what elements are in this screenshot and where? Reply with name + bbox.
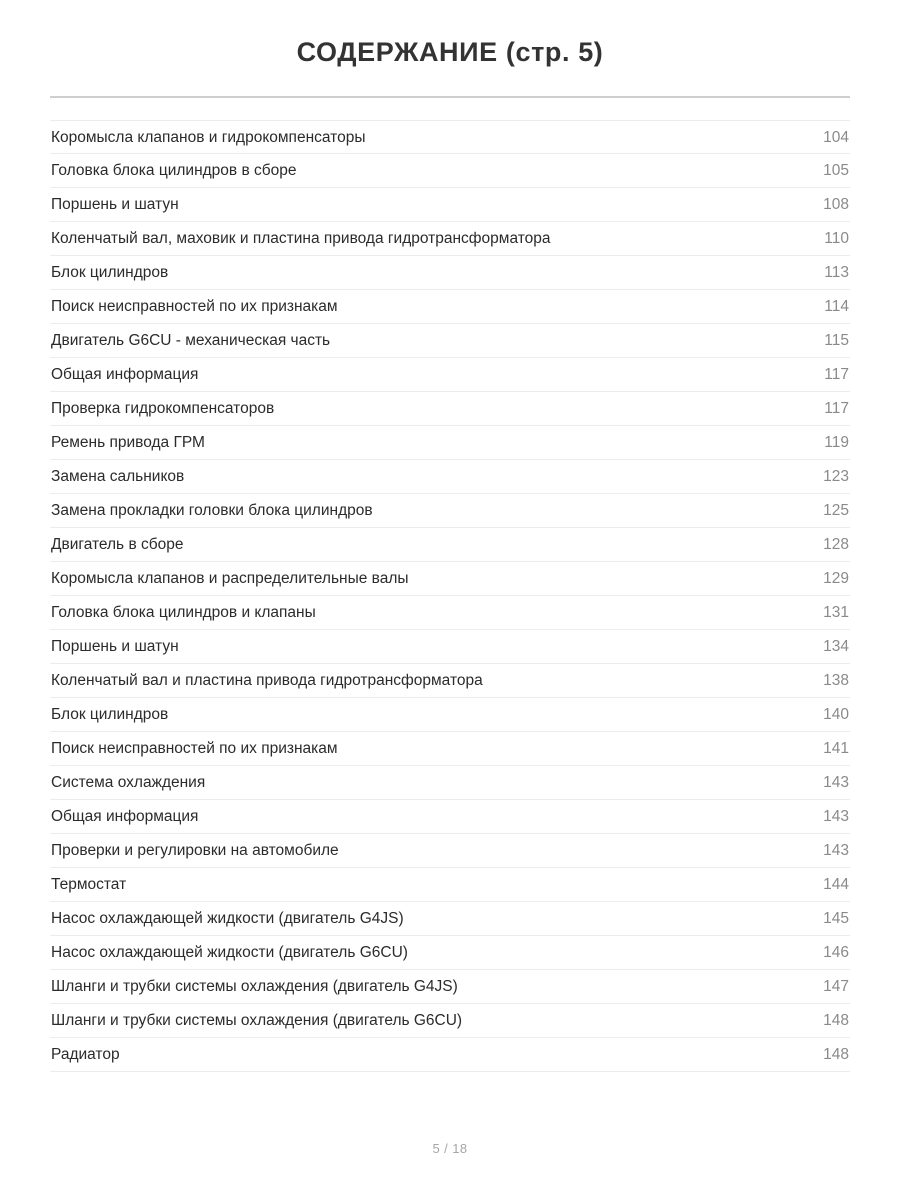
toc-entry[interactable] xyxy=(50,120,850,154)
toc-entry-page-number: 134 xyxy=(823,638,849,656)
toc-entry[interactable] xyxy=(50,698,850,732)
toc-entry-page-number: 119 xyxy=(824,434,849,452)
toc-entry-page-number: 140 xyxy=(823,706,849,724)
toc-entry-title: Коромысла клапанов и гидрокомпенсаторы xyxy=(51,129,366,147)
toc-entry-page-number: 131 xyxy=(823,604,849,622)
toc-entry-title: Ремень привода ГРМ xyxy=(51,434,205,452)
page-footer: 5 / 18 xyxy=(432,1141,468,1156)
toc-entry[interactable] xyxy=(50,188,850,222)
toc-entry-title: Двигатель в сборе xyxy=(51,536,184,554)
toc-entry-title: Система охлаждения xyxy=(51,774,206,792)
toc-entry-page-number: 144 xyxy=(823,876,849,894)
toc-entry-page-number: 141 xyxy=(823,740,849,758)
toc-entry-page-number: 113 xyxy=(824,264,849,282)
page-title: СОДЕРЖАНИЕ (стр. 5) xyxy=(296,37,604,67)
toc-entry-title: Проверка гидрокомпенсаторов xyxy=(51,400,275,418)
toc-entry[interactable] xyxy=(50,290,850,324)
toc-entry[interactable] xyxy=(50,324,850,358)
toc-entry-title: Поршень и шатун xyxy=(51,638,179,656)
toc-entry[interactable] xyxy=(50,664,850,698)
toc-entry-title: Поиск неисправностей по их признакам xyxy=(51,740,338,758)
toc-entry-page-number: 125 xyxy=(823,502,849,520)
toc-entry[interactable] xyxy=(50,358,850,392)
toc-entry-page-number: 114 xyxy=(824,298,849,316)
toc-entry[interactable] xyxy=(50,732,850,766)
toc-entry[interactable] xyxy=(50,222,850,256)
toc-entry-title: Общая информация xyxy=(51,366,199,384)
toc-entry-title: Насос охлаждающей жидкости (двигатель G4JS) xyxy=(51,910,404,928)
toc-entry[interactable] xyxy=(50,970,850,1004)
toc-entry-title: Замена сальников xyxy=(51,468,185,486)
toc-entry-title: Насос охлаждающей жидкости (двигатель G6CU) xyxy=(51,944,408,962)
toc-entry-title: Шланги и трубки системы охлаждения (двигатель G4JS) xyxy=(51,978,458,996)
toc-entry-page-number: 148 xyxy=(823,1012,849,1030)
toc-entry-title: Двигатель G6CU - механическая часть xyxy=(51,332,331,350)
toc-entry-page-number: 104 xyxy=(823,129,849,147)
toc-entry-page-number: 143 xyxy=(823,808,849,826)
toc-entry[interactable] xyxy=(50,426,850,460)
toc-entry-page-number: 108 xyxy=(823,196,849,214)
toc-entry-page-number: 145 xyxy=(823,910,849,928)
toc-entry[interactable] xyxy=(50,596,850,630)
toc-entry-title: Общая информация xyxy=(51,808,199,826)
toc-entry-page-number: 138 xyxy=(823,672,849,690)
toc-entry[interactable] xyxy=(50,834,850,868)
toc-entry-title: Головка блока цилиндров в сборе xyxy=(51,162,297,180)
toc-entry-page-number: 115 xyxy=(824,332,849,350)
toc-entry-title: Термостат xyxy=(51,876,127,894)
table-of-contents-list xyxy=(50,120,850,1072)
toc-entry-title: Радиатор xyxy=(51,1046,120,1064)
toc-entry-title: Замена прокладки головки блока цилиндров xyxy=(51,502,373,520)
toc-entry-page-number: 123 xyxy=(823,468,849,486)
toc-entry-page-number: 105 xyxy=(823,162,849,180)
toc-entry[interactable] xyxy=(50,392,850,426)
toc-entry-title: Коромысла клапанов и распределительные валы xyxy=(51,570,409,588)
toc-entry-title: Головка блока цилиндров и клапаны xyxy=(51,604,316,622)
title-divider xyxy=(50,96,850,98)
toc-entry[interactable] xyxy=(50,460,850,494)
toc-entry-title: Шланги и трубки системы охлаждения (двигатель G6CU) xyxy=(51,1012,463,1030)
toc-entry[interactable] xyxy=(50,902,850,936)
toc-entry-page-number: 117 xyxy=(824,366,849,384)
toc-entry[interactable] xyxy=(50,766,850,800)
toc-entry[interactable] xyxy=(50,528,850,562)
toc-entry[interactable] xyxy=(50,494,850,528)
toc-entry-page-number: 143 xyxy=(823,842,849,860)
toc-entry-title: Проверки и регулировки на автомобиле xyxy=(51,842,339,860)
toc-entry[interactable] xyxy=(50,256,850,290)
toc-entry-page-number: 148 xyxy=(823,1046,849,1064)
toc-entry[interactable] xyxy=(50,936,850,970)
toc-entry-page-number: 146 xyxy=(823,944,849,962)
toc-entry[interactable] xyxy=(50,1004,850,1038)
toc-entry-page-number: 117 xyxy=(824,400,849,418)
toc-entry-title: Блок цилиндров xyxy=(51,264,169,282)
toc-entry-title: Блок цилиндров xyxy=(51,706,169,724)
toc-entry-page-number: 147 xyxy=(823,978,849,996)
toc-entry-page-number: 143 xyxy=(823,774,849,792)
toc-entry-title: Поиск неисправностей по их признакам xyxy=(51,298,338,316)
toc-entry-title: Коленчатый вал, маховик и пластина привода гидротрансформатора xyxy=(51,230,551,248)
toc-entry[interactable] xyxy=(50,154,850,188)
toc-entry[interactable] xyxy=(50,630,850,664)
toc-entry-page-number: 110 xyxy=(824,230,849,248)
toc-entry-title: Поршень и шатун xyxy=(51,196,179,214)
toc-entry-page-number: 128 xyxy=(823,536,849,554)
toc-entry[interactable] xyxy=(50,1038,850,1072)
toc-entry-title: Коленчатый вал и пластина привода гидротрансформатора xyxy=(51,672,483,690)
toc-entry-page-number: 129 xyxy=(823,570,849,588)
toc-entry[interactable] xyxy=(50,562,850,596)
toc-entry[interactable] xyxy=(50,868,850,902)
toc-entry[interactable] xyxy=(50,800,850,834)
